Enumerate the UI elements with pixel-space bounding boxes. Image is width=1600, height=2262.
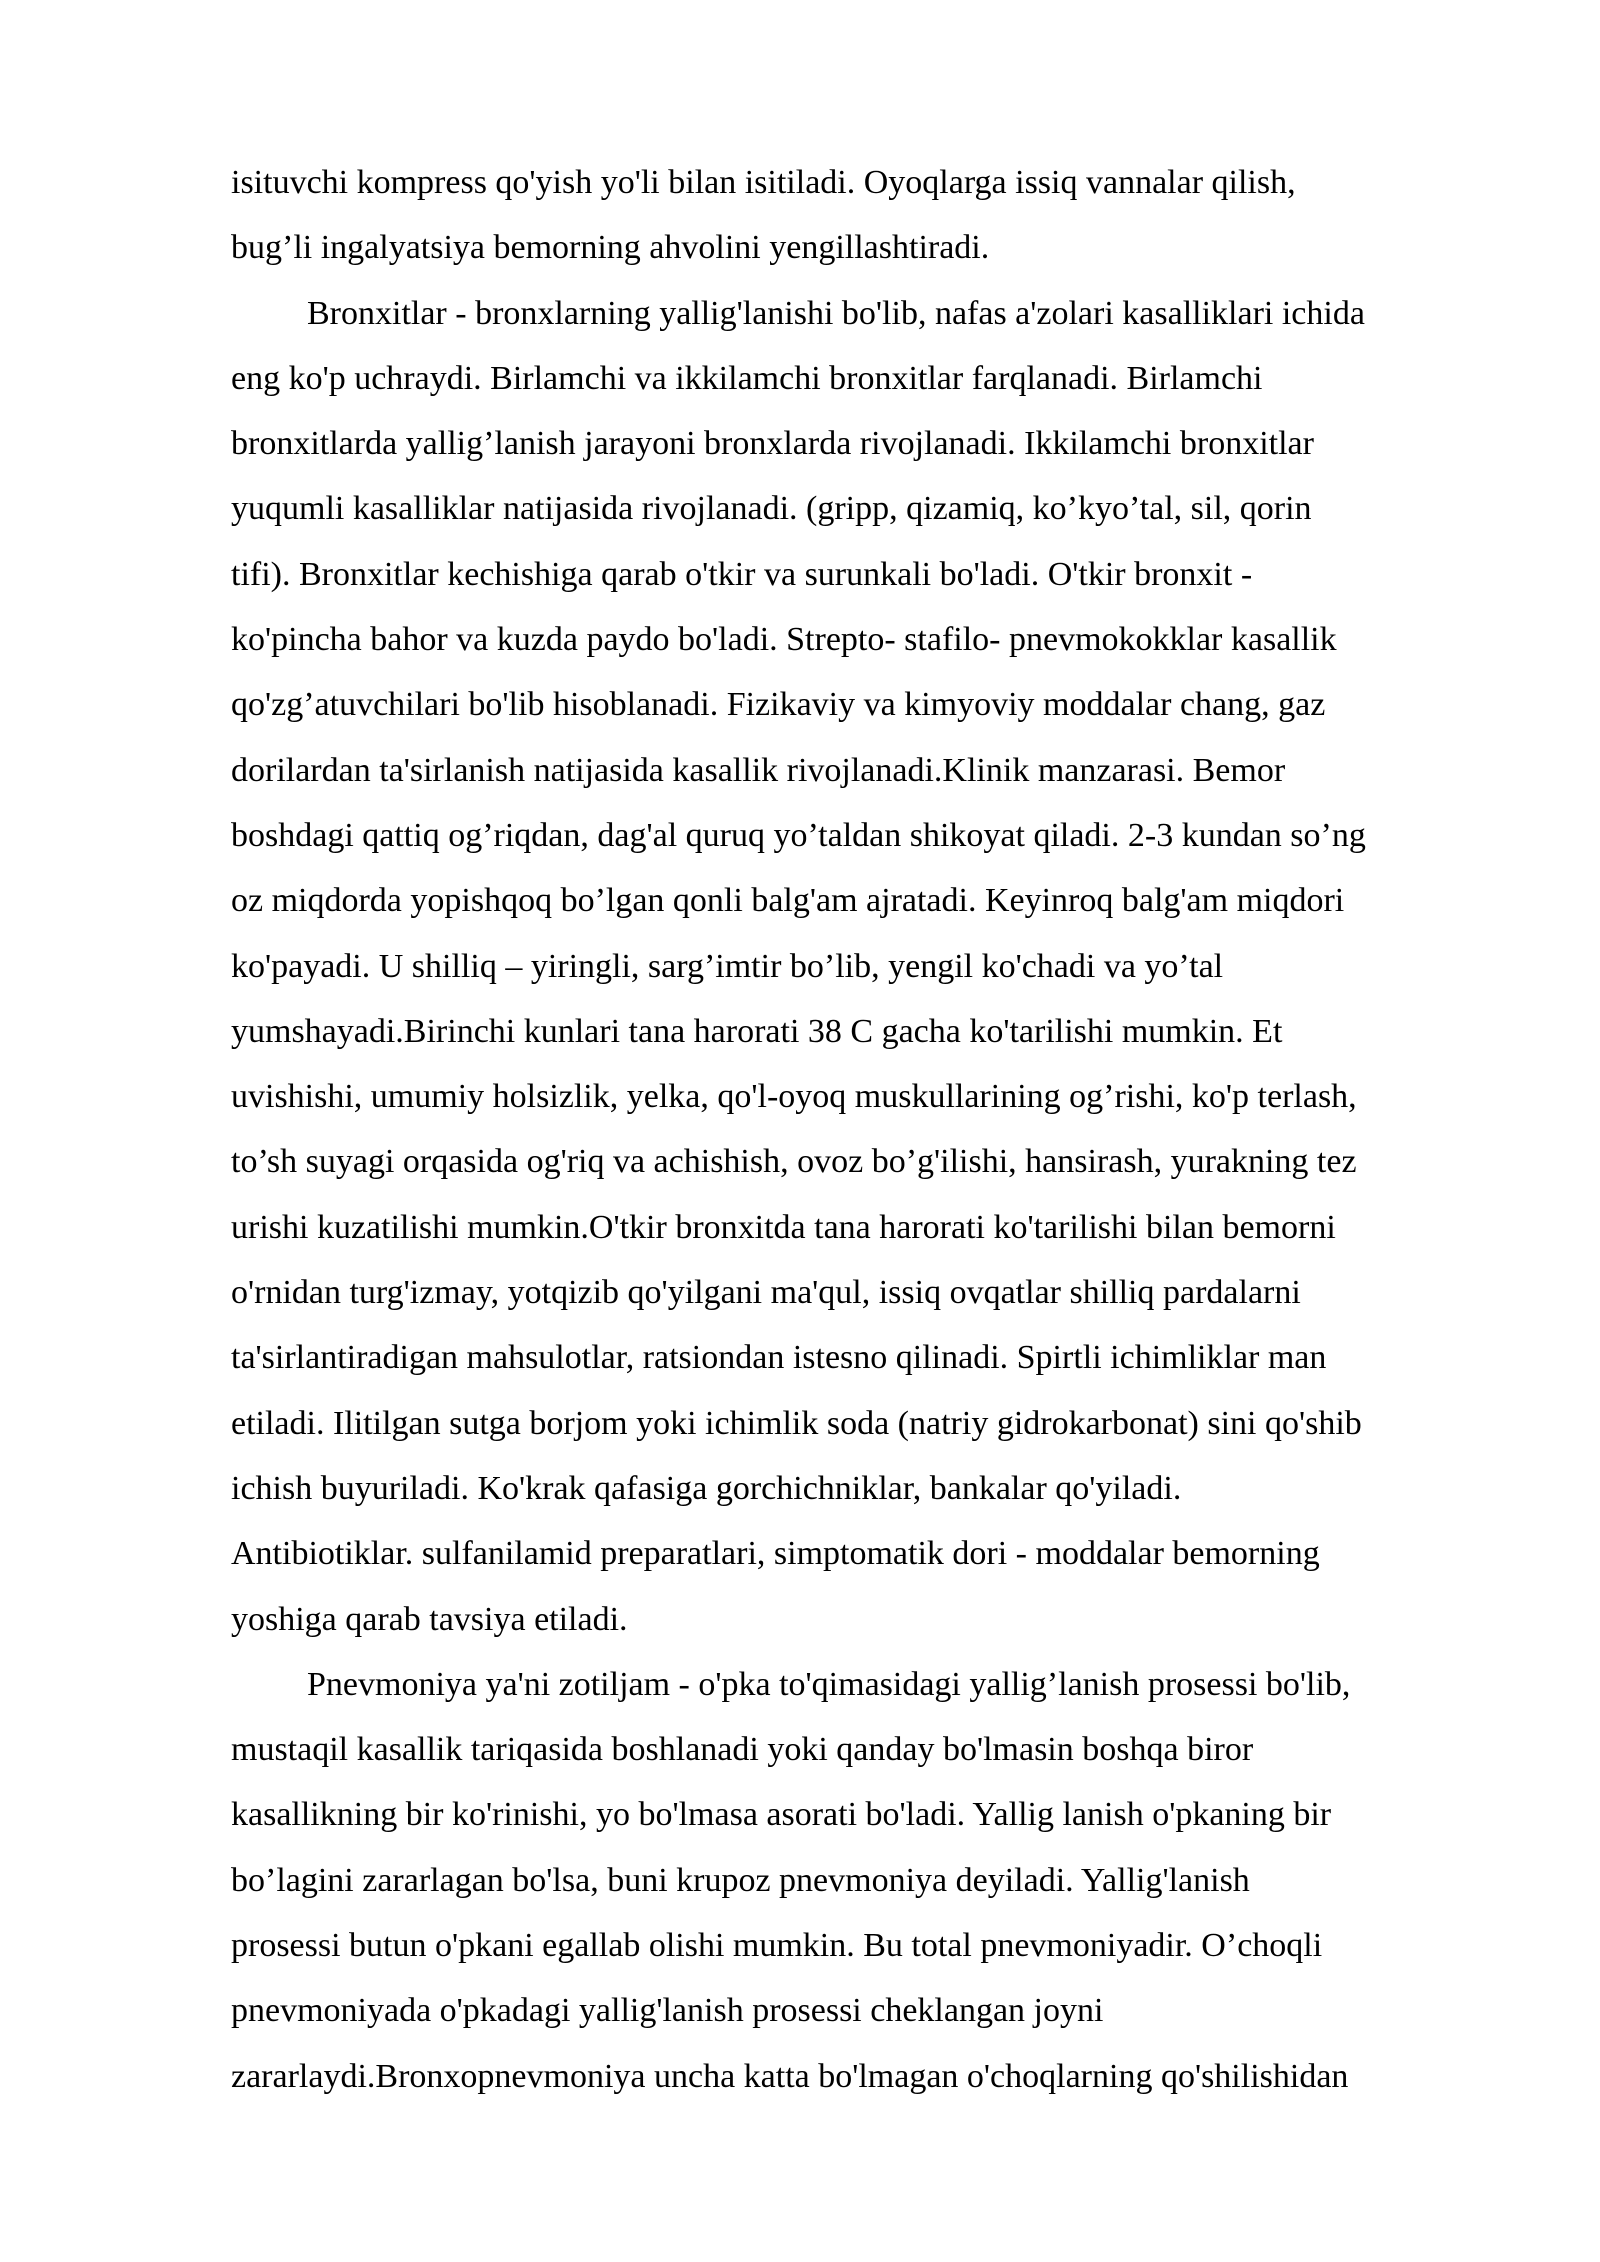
text-line: bo’lagini zararlagan bo'lsa, buni krupoz pnevmoniya deyiladi. Yallig'lanish (231, 1861, 1250, 1899)
text-line: prosessi butun o'pkani egallab olishi mumkin. Bu total pnevmoniyadir. O’choqli (231, 1927, 1323, 1965)
text-line: urishi kuzatilishi mumkin.O'tkir bronxitda tana harorati ko'tarilishi bilan bemorni (231, 1208, 1336, 1246)
text-line: dorilardan ta'sirlanish natijasida kasallik rivojlanadi.Klinik manzarasi. Bemor (231, 751, 1286, 789)
text-line: yumshayadi.Birinchi kunlari tana harorati 38 C gacha ko'tarilishi mumkin. Et (231, 1012, 1283, 1050)
text-line: o'rnidan turg'izmay, yotqizib qo'yilgani ma'qul, issiq ovqatlar shilliq pardalarni (231, 1274, 1301, 1312)
text-line: isituvchi kompress qo'yish yo'li bilan isitiladi. Oyoqlarga issiq vannalar qilish, (231, 164, 1296, 201)
text-line: bug’li ingalyatsiya bemorning ahvolini yengillashtiradi. (231, 229, 990, 267)
text-line: yoshiga qarab tavsiya etiladi. (231, 1600, 628, 1638)
paragraph-start-pnevmoniya: Pnevmoniya ya'ni zotiljam - o'pka to'qimasidagi yallig’lanish prosessi bo'lib, (307, 1665, 1351, 1703)
text-line: yuqumli kasalliklar natijasida rivojlanadi. (gripp, qizamiq, ko’kyo’tal, sil, qorin (231, 490, 1312, 528)
text-line: ta'sirlantiradigan mahsulotlar, ratsiondan istesno qilinadi. Spirtli ichimliklar man (231, 1339, 1327, 1377)
text-line: ichish buyuriladi. Ko'krak qafasiga gorchichniklar, bankalar qo'yiladi. (231, 1469, 1182, 1507)
text-line: etiladi. Ilitilgan sutga borjom yoki ichimlik soda (natriy gidrokarbonat) sini qo'shib (231, 1404, 1362, 1442)
text-line: zararlaydi.Bronxopnevmoniya uncha katta bo'lmagan o'choqlarning qo'shilishidan (231, 2057, 1349, 2095)
paragraph-start-bronxitlar: Bronxitlar - bronxlarning yallig'lanishi bo'lib, nafas a'zolari kasalliklari ichida (307, 294, 1365, 332)
text-line: ko'pincha bahor va kuzda paydo bo'ladi. Strepto- stafilo- pnevmokokklar kasallik (231, 621, 1337, 659)
text-line: eng ko'p uchraydi. Birlamchi va ikkilamchi bronxitlar farqlanadi. Birlamchi (231, 359, 1263, 397)
text-line: to’sh suyagi orqasida og'riq va achishish, ovoz bo’g'ilishi, hansirash, yurakning tez (231, 1143, 1357, 1181)
text-line: boshdagi qattiq og’riqdan, dag'al quruq yo’taldan shikoyat qiladi. 2-3 kundan so’ng (231, 816, 1366, 854)
text-line: mustaqil kasallik tariqasida boshlanadi yoki qanday bo'lmasin boshqa biror (231, 1731, 1254, 1769)
text-line: pnevmoniyada o'pkadagi yallig'lanish prosessi cheklangan joyni (231, 1992, 1104, 2030)
text-line: ko'payadi. U shilliq – yiringli, sarg’imtir bo’lib, yengil ko'chadi va yo’tal (231, 947, 1224, 985)
body-text (231, 150, 1511, 2109)
text-line: oz miqdorda yopishqoq bo’lgan qonli balg'am ajratadi. Keyinroq balg'am miqdori (231, 882, 1345, 920)
text-line: qo'zg’atuvchilari bo'lib hisoblanadi. Fizikaviy va kimyoviy moddalar chang, gaz (231, 686, 1326, 724)
text-line: uvishishi, umumiy holsizlik, yelka, qo'l-oyoq muskullarining og’rishi, ko'p terlash, (231, 1078, 1357, 1116)
text-line: bronxitlarda yallig’lanish jarayoni bronxlarda rivojlanadi. Ikkilamchi bronxitlar (231, 425, 1314, 463)
text-line: Antibiotiklar. sulfanilamid preparatlari, simptomatik dori - moddalar bemorning (231, 1535, 1320, 1573)
text-line: kasallikning bir ko'rinishi, yo bo'lmasa asorati bo'ladi. Yallig lanish o'pkaning bir (231, 1796, 1332, 1834)
text-line: tifi). Bronxitlar kechishiga qarab o'tkir va surunkali bo'ladi. O'tkir bronxit - (231, 555, 1253, 593)
